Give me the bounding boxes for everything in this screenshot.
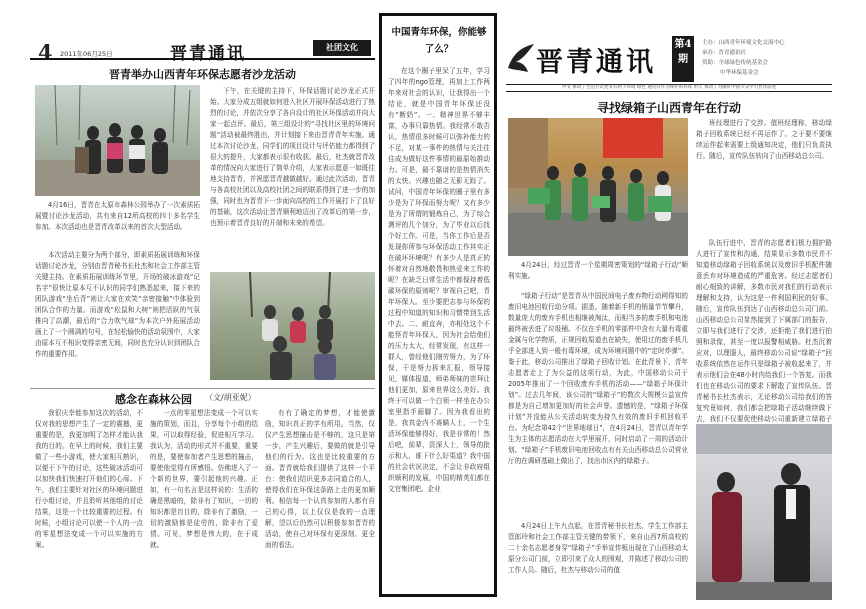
right-article-col-left: “绿箱子行动”是晋青从中国民间电子废弃物行动网得知的废旧电池回收行动分项。据悉，随着新手机的销量节节攀升，数量庞大的废弃手机也相继被淘汰，而相当多的废手机和电池最终被丢进了垃圾桶。不仅在手机的零部件中含有大量有毒重金属与化学物质，正规回收渠道也在缺失，使用过的废手机几乎全部进入到一般有毒环境，成为环境问题中的“定时炸弹”。鉴于此，移动公司推出了绿箱子回收计划。在此背景下，青年志愿者走上了为公益的这项行动，为此，中国移动公司于2005年推出了一个回收废弃手机的活动——“绿箱子环保计划”。过去几年间，该公司的“绿箱子”的数次大规模公益宣传都是为自己增加更加好的社会声誉。遗憾的是，“绿箱子环保计划”并没能从公关活动转变为持久有效的废旧手机回收平台。为纪念第42个“世界地球日”，在4月24日，晋青以青年学生为主体的志愿活动在大学里展开，同时启动了一周的活动计划。“绿箱子”手机废旧电池回收点有有关山西移动总公司营业厅的在调研基础上做出了，找出市区内的绿箱子。 [508,292,688,465]
section-tag: 社团文化 [313,40,371,56]
middle-column [379,13,497,597]
photo-volunteers-negotiation-illustration [696,424,832,600]
left-page [30,0,380,609]
masthead-large: 晋青通讯 [536,47,656,78]
issue-badge: 第4期 [672,36,694,82]
article1-body-left: 本次活动主要分为两个部分，即素质拓展训练和环保话题讨论沙龙，分别由晋青秘书长杜杰和社会工作部主管关键主持。在素质拓展训练环节里，开场的破冰游戏“记名字”很快让原本互不认识的同学们熟悉起来，接下来的团队游戏“坐后背”则让大家在欢笑“亲密接触”中体验到团队合作的力量。而游戏“松鼠和大树”则把活跃的气氛推向了高潮，最后的“合力吹气球”为本次户外拓展活动画上了一个圆满的句号，在轻松愉快的活动氛围中，大家由原本互不相识变得亲密无间，同时也充分认识到团队合作的重要作用。 [35,251,200,358]
article2-col2: 一点的零星想法变成一个可以实施的策划，而且，分享每个小组的结果，可以取得经验，促进相互学习。我认为，活动的形式并不重要，重要的是，要使参加者产生思想的撞击，要使他觉得有所感悟。仿佛进入了一个新的世界，要引起他的兴趣。正如，有一句名言是这样说的：生活的确是黑暗的，除非有了知识，一切的知识都是盲目的，除非有了激励，一切的激励都是徒劳的，除非有了爱情。可见，梦想是伟大的，在于成就。 [150,409,258,549]
publisher-info [702,38,832,78]
dove-logo-icon [506,40,536,76]
header-rule [30,58,375,60]
photo-discussion-group [210,272,375,380]
middle-title: 中国青年环保，你能够了么？ [391,27,487,55]
article1-title: 晋青举办山西青年环保志愿者沙龙活动 [109,68,296,81]
photo-volunteers-negotiation [696,424,832,600]
middle-body: 在这个圈子里呆了五年，学习了四年的ngo管理，再加上工作两年来对社会的认识，让我得出一个结论，就是中国青年环保还没有“断奶”。一、精神世界不够丰富，办事只靠热情。我经常不敢否认，热情很多时候可以弥补能力的不足，对某一事件的热情与关注往往成为做好这件事情的最原始推动力。可是，最不靠谱的是热情消失的太快。兴趣也随之无影无踪了。试问，中国青年环保的圈子里有多少是为了环保而努力呢？又有多少是为了所谓的锻炼自己，为了综合测评的几个加分，为了毕业以后找个好工作。可是，当你工作后是否发现你所参与环保活动工作其实正在破坏环境呢？有多少人是真正的怀着对自然地敬畏和热爱来工作的呢？在缺乏日常生活中都保持着低碳环保的原则呢？审视自己吧，青年环保人。至少要把志参与环保的过程中知道的知识和习惯带到生活中去。二、耐直奔，亦相处这个不能怪青年环保人，因为社会给他们的压力太大，经常发现，有这样一群人，曾经他们刚劳努力，为了环保，干是努力拆来汇报，领导接见，媒体报道，师弟师妹的崇拜让他们更加，原来世界这么美好。我终于可以做一个白领一样坐在办公室里指手画脚了。因为我看出的是，我真金内不赛瞒人士，一个生活环保能够得好，我是非常的！然后吧，前辈，资深人士，领导的批示和人，谁下什么好渠道？我中国的社会状况决定，不会让非政府组织顺利的发展，中国的精英们都在文官集团吧。企业 [388,67,490,493]
publisher-info-line: 承办：晋青通讯社 [702,50,747,56]
page-number: 4 [38,40,53,65]
publisher-info-line: 资助：全球绿色传统基金会 [702,60,769,66]
photo-green-box-campaign-illustration [508,118,688,256]
masthead-small: 晋青通讯 [170,44,246,64]
photo-discussion-group-illustration [210,272,375,380]
right-photo-caption: 4月24日，经过晋青一个星期周密策划的“绿箱子行动”顺利实施。 [508,261,688,280]
article2-author: （文/胡亚妮） [205,393,256,402]
right-article-col-right: 队伍行进中，晋青的志愿者们极力拥护路人进行了宣传和沟通，结果显示多数市民并不知道移动绿箱子回收系统以及废旧手机配件随意丢弃对环境造成的严重危害。经过志愿者们耐心细致的讲解，多数市民对我们的行动表示理解和支持，认为这是一件利国利民的好事。随后，宣传队伍到达了山西移动总公司门前。山西移动总公司显然接到了下属部门的报告，立即与我们进行了交涉，还拒绝了我们进行拍照和录像，甚至一度以报警相威胁。杜杰沉着应对，以理服人，最终移动公司说“绿箱子”回收系统依然在运作只是绿箱子被收起来了，并表示他们会在48小时内给我们一个答复。而我们也在移动公司的要求下解散了宣传队伍。晋青秘书长杜杰表示，无论移动公司给我们的答复究竟如何，我们都会把绿箱子活动继续做下去，我们不仅要促使移动公司重新建立绿箱子 [696,239,832,423]
right-article-top-right: 班经理进行了交涉。值班经理称，移动绿箱子回收系统已经不再运作了。之于要不要继续运作起来需要上级通知决定，他们只负责执行。随后，宣传队伍转向了山西移动总公司。 [696,119,832,160]
slogan-strip: 中文 推动了生活方式更多有利于环境 绿色 遇见有作为保护的环境 恒久 推动了为做好中国大众学习晋青前进 [506,84,832,92]
divider [30,388,375,389]
right-article-title: 寻找绿箱子山西青年在行动 [596,101,741,115]
article2-col1: 我很庆幸能参加这次的活动，不仅对我的思想产生了一定的震撼，更重要的是，我更加明了怎样才能认我我的目的。在早上的时候，我们主要做了一些小游戏，使大家相互熟识，以便于下午的讨论，这些破冰活动可以加快我们快速打开他们的心扉。下午，我们主要针对社区的环境问题进行小组讨论，并且聆听其他组的讨论结果，这是一个比较重要的过程。有时候，小组讨论可以使一个人的一点的零星想法变成一个可以实施的方案。 [35,409,143,549]
photo1-caption: 4月16日，晋青在太原市森林公园举办了一次素质拓展暨讨论沙龙活动，共有来自12所高校的四十多名学生参加。本次活动也是晋青改革以来的首次大型活动。 [35,201,200,231]
right-article-bottom-left: 4月24日上午九点起，在晋青秘书长杜杰、学生工作部主管郎玲和社会工作部主管关键的带领下，来自山西7所高校的二十余名志愿者身穿“绿箱子”手举宣传板出现在了山西移动太原分公司门前，立即引来了众人的围观，并陈述了移动公司的工作人员。随后，杜杰与移动公司的值 [508,522,688,574]
article2-title: 感念在森林公园 [115,393,192,406]
issue-date: 2011年06月25日 [60,50,113,58]
right-page [500,0,836,609]
article2-col3: 有有了确定的梦想，才能使激励，知识真正的学有所用。当然，仅仅产生思想撞击是不够的，这只是第一步，产生兴趣后，要做的就是引导他们的行为。这也是比较重要的方面。晋青就给我们提供了这样一个平台：使我们结识更多志同道合的人，使得我们在环保这条路上走的更加顺利。相信每一个认真参加的人都有自己的心得，以上仅仅是我的一点理解，望以后仍然可以积极参加晋青的活动，使自己对环保有更深刻、更全面的看法。 [265,409,375,549]
publisher-info-line: 中华环保基金会 [720,70,759,76]
photo-group-activity-illustration [35,85,200,196]
photo-green-box-campaign [508,118,688,256]
article1-body-right: 下午，在关键的主持下，环保话题讨论沙龙正式开始。大家分成五组就如何进入社区开展环保活动进行了热烈的讨论，并依次分享了各自设计的社区环保活动并向大家一起点评。最后，第三组设计的“寻找社区里的环境问题”活动被最终胜出，并计划接下来由晋青青年实施。通过本次讨论沙龙，同学们的项目设计与评估能力都得到了很大的提升，大家都表示很有收获。最后，杜杰就晋青改革的情况向大家进行了简单介绍，大家表示愿意一如既往地支持晋青，并祝愿晋青越做越好。通过此次活动，晋青与各高校社团以及高校社团之间的联系得到了进一步的加强，同时也为晋青下一步面向高校的工作开展打下了良好的基础，这次活动让晋青顺利地迈出了改革后的第一步，也预示着晋青良好的开端和未来的希望。 [210,87,375,227]
photo-group-activity [35,85,200,196]
publisher-info-line: 主办：山西青年环境文化交流中心 [702,40,785,46]
